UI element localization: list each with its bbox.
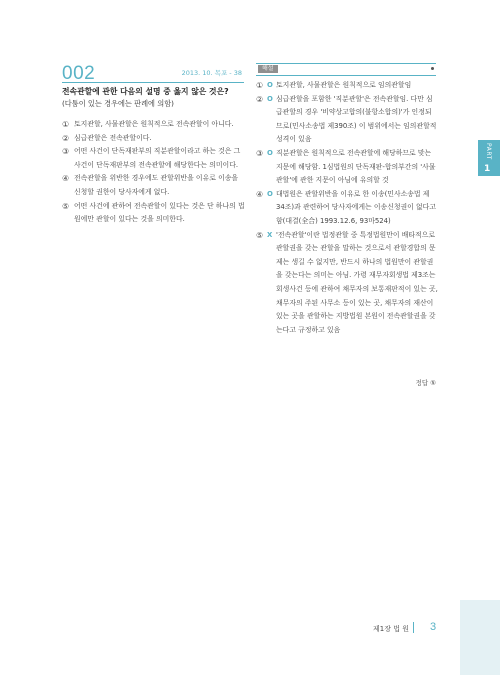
solution-number: ③ bbox=[256, 148, 264, 158]
option-item bbox=[62, 132, 246, 146]
solution-text: 심급관할을 포함한 '직분관할'은 전속관할임. 다만 심급관할의 경우 '비약상고합의(불항소합의)'가 인정되므로(민사소송법 제390조) 이 범위에서는 임의관할적 성격이 있음 bbox=[276, 94, 437, 144]
solution-list bbox=[256, 79, 438, 337]
part-tab-label: PART bbox=[485, 143, 492, 160]
option-item bbox=[62, 118, 246, 132]
option-list bbox=[62, 118, 246, 227]
answer-text: 정답 ⑤ bbox=[415, 379, 436, 387]
solution-number: ② bbox=[256, 94, 264, 104]
question-source: 2013. 10. 목포 - 38 bbox=[181, 69, 242, 77]
option-text: 전속관할을 위반한 경우에도 관할위반을 이유로 이송을 신청할 권한이 당사자에게 없다. bbox=[74, 174, 239, 196]
option-item bbox=[62, 145, 246, 172]
solution-number: ④ bbox=[256, 189, 264, 199]
solution-item bbox=[256, 93, 438, 147]
solution-number: ⑤ bbox=[256, 230, 264, 240]
solution-item bbox=[256, 188, 438, 229]
option-number: ③ bbox=[62, 147, 70, 157]
option-text: 어떤 사건에 관하여 전속관할이 있다는 것은 단 하나의 법원에만 관할이 있다는 것을 의미한다. bbox=[74, 201, 245, 224]
solution-mark: O bbox=[267, 148, 273, 157]
footer-band bbox=[460, 600, 500, 675]
option-text: 어떤 사건이 단독재판부의 직분관할이라고 하는 것은 그 사건이 단독재판부의 전속관할에 해당한다는 의미이다. bbox=[74, 147, 241, 169]
option-text: 심급관할은 전속관할이다. bbox=[74, 133, 152, 142]
option-number: ⑤ bbox=[62, 201, 70, 211]
solution-mark: O bbox=[267, 81, 273, 89]
page-number: 3 bbox=[430, 621, 437, 633]
solution-text: '전속관할'이란 법정관할 중 특정법원만이 배타적으로 관할권을 갖는 관할을 말하는 것으로서 관할경합의 문제는 생길 수 없지만, 반드시 하나의 법원만이 관할권을 갖는다는 의미는 아님. 가령 재무자회생법 제3조는 회생사건 등에 관하여 채무자의 보통재판적이 있는 곳, 채무자의 주된 사무소 등이 있는 곳, 채무자의 재산이 있는 곳을 관할하는 지방법원 본원이 전속관할권을 갖는다고 규정하고 있음 bbox=[276, 230, 438, 334]
question-number: 002 bbox=[62, 63, 96, 84]
option-text: 토지관할, 사물관할은 원칙적으로 전속관할이 아니다. bbox=[74, 120, 234, 128]
option-number: ④ bbox=[62, 174, 70, 184]
option-item bbox=[62, 200, 246, 227]
solution-item bbox=[256, 147, 438, 188]
solution-mark: O bbox=[267, 189, 273, 198]
option-number: ① bbox=[62, 120, 70, 129]
question-divider bbox=[62, 82, 244, 83]
option-item bbox=[62, 172, 246, 199]
solution-text: 토지관할, 사물관할은 원칙적으로 임의관할임 bbox=[276, 81, 412, 89]
solution-label: 해설 bbox=[258, 65, 278, 73]
solution-text: 직분관할은 원칙적으로 전속관할에 해당하므로 맞는 지문에 해당함. 1심법원의 단독재판-합의부간의 '사물관할'에 관한 지문이 아님에 유의할 것 bbox=[276, 148, 436, 185]
question-note: (다툼이 있는 경우에는 판례에 의함) bbox=[62, 99, 174, 108]
solution-text: 대법원은 관할위반을 이유로 한 이송(민사소송법 제34조)과 관련하여 당사자에게는 이송신청권이 없다고 함(대결(全合) 1993.12.6, 93마524) bbox=[276, 189, 436, 225]
part-tab-number: 1 bbox=[484, 164, 491, 174]
bullet-dot-icon bbox=[431, 67, 434, 70]
solution-item bbox=[256, 79, 438, 93]
chapter-title: 제1장 법 원 bbox=[373, 625, 409, 633]
part-tab bbox=[478, 140, 500, 176]
footer-separator bbox=[413, 622, 414, 633]
solution-mark: X bbox=[267, 230, 273, 239]
solution-item bbox=[256, 229, 438, 338]
question-title: 전속관할에 관한 다음의 설명 중 옳지 않은 것은? bbox=[62, 87, 229, 96]
solution-number: ① bbox=[256, 81, 264, 90]
solution-header bbox=[256, 63, 436, 76]
solution-mark: O bbox=[267, 94, 273, 103]
option-number: ② bbox=[62, 133, 70, 143]
